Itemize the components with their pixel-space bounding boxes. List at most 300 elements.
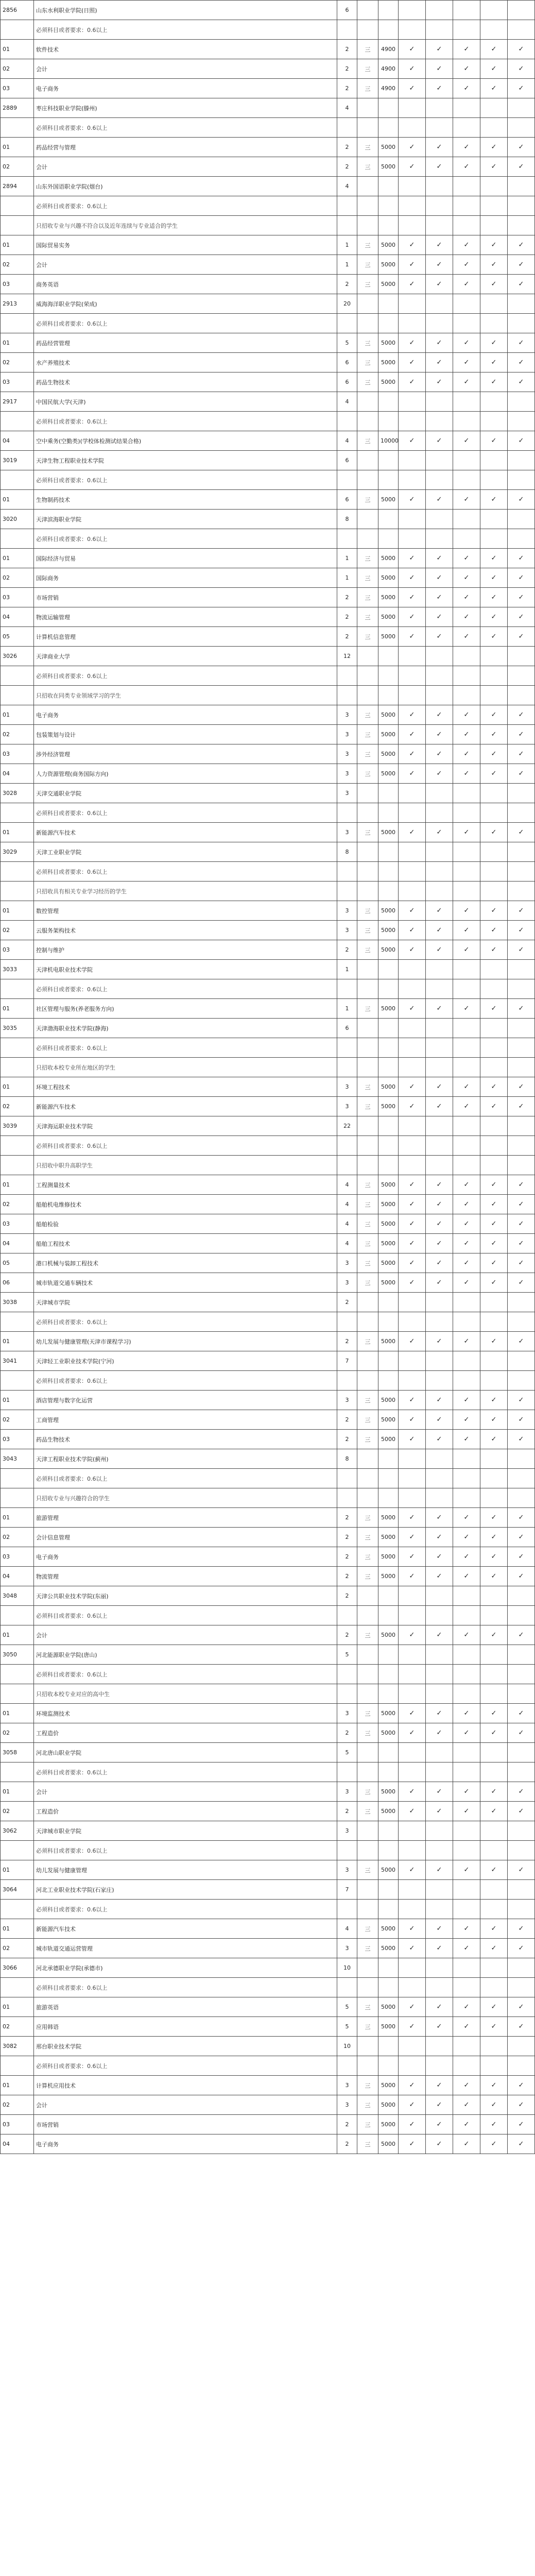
subject-check-cell: ✓ xyxy=(508,333,535,353)
tuition-cell: 5000 xyxy=(378,1430,399,1449)
plan-count-cell xyxy=(337,529,357,549)
subject-check-cell xyxy=(453,1136,480,1156)
tuition-cell: 5000 xyxy=(378,1782,399,1802)
subject-check-cell: ✓ xyxy=(508,1077,535,1097)
subject-check-cell: ✓ xyxy=(453,2134,480,2154)
tuition-cell: 4900 xyxy=(378,59,399,79)
subject-check-cell: ✓ xyxy=(453,1410,480,1430)
duration-cell xyxy=(357,803,378,823)
subject-check-cell xyxy=(508,1371,535,1391)
subject-check-cell xyxy=(453,862,480,882)
subject-check-cell: ✓ xyxy=(399,157,426,177)
requirement-cell: 必须科目或者要求：0.6以上 xyxy=(34,1665,337,1684)
duration-cell xyxy=(357,20,378,40)
subject-check-cell: ✓ xyxy=(453,1567,480,1586)
tuition-cell xyxy=(378,1019,399,1038)
subject-check-cell: ✓ xyxy=(399,353,426,372)
code-cell: 3043 xyxy=(1,1449,34,1469)
major-row xyxy=(1,1175,535,1195)
code-cell: 01 xyxy=(1,40,34,59)
code-cell xyxy=(1,979,34,999)
tuition-cell: 5000 xyxy=(378,764,399,784)
major-name-cell: 药品经营管理 xyxy=(34,333,337,353)
duration-cell: 三 xyxy=(357,1939,378,1958)
tuition-cell xyxy=(378,862,399,882)
subject-check-cell: ✓ xyxy=(508,157,535,177)
subject-check-cell: ✓ xyxy=(426,2076,453,2095)
subject-check-cell xyxy=(426,98,453,118)
plan-count-cell: 3 xyxy=(337,1821,357,1841)
subject-check-cell xyxy=(453,1900,480,1919)
duration-cell: 三 xyxy=(357,275,378,294)
plan-count-cell: 1 xyxy=(337,999,357,1019)
subject-check-cell xyxy=(399,1900,426,1919)
subject-check-cell: ✓ xyxy=(426,1919,453,1939)
plan-count-cell: 4 xyxy=(337,392,357,412)
duration-cell xyxy=(357,1156,378,1175)
major-row xyxy=(1,1077,535,1097)
major-row xyxy=(1,725,535,744)
requirement-row xyxy=(1,118,535,138)
subject-check-cell: ✓ xyxy=(399,1234,426,1253)
subject-check-cell xyxy=(426,803,453,823)
plan-count-cell xyxy=(337,1762,357,1782)
plan-count-cell: 2 xyxy=(337,1547,357,1567)
subject-check-cell xyxy=(480,882,508,901)
subject-check-cell: ✓ xyxy=(480,40,508,59)
plan-count-cell: 6 xyxy=(337,1019,357,1038)
subject-check-cell: ✓ xyxy=(508,1253,535,1273)
major-row xyxy=(1,1253,535,1273)
subject-check-cell: ✓ xyxy=(508,999,535,1019)
duration-cell: 三 xyxy=(357,999,378,1019)
major-row xyxy=(1,2095,535,2115)
subject-check-cell xyxy=(480,1156,508,1175)
plan-count-cell: 2 xyxy=(337,1567,357,1586)
subject-check-cell xyxy=(480,314,508,333)
subject-check-cell: ✓ xyxy=(426,40,453,59)
duration-cell xyxy=(357,862,378,882)
subject-check-cell xyxy=(508,1136,535,1156)
subject-check-cell xyxy=(453,1821,480,1841)
plan-count-cell: 1 xyxy=(337,235,357,255)
subject-check-cell xyxy=(453,20,480,40)
tuition-cell: 5000 xyxy=(378,1508,399,1528)
code-cell: 04 xyxy=(1,1567,34,1586)
code-cell: 02 xyxy=(1,1528,34,1547)
subject-check-cell: ✓ xyxy=(426,1234,453,1253)
subject-check-cell: ✓ xyxy=(426,2134,453,2154)
tuition-cell xyxy=(378,510,399,529)
subject-check-cell xyxy=(426,1958,453,1978)
subject-check-cell xyxy=(453,1606,480,1625)
school-row xyxy=(1,1116,535,1136)
tuition-cell xyxy=(378,1586,399,1606)
subject-check-cell: ✓ xyxy=(453,1528,480,1547)
duration-cell xyxy=(357,98,378,118)
tuition-cell: 4900 xyxy=(378,40,399,59)
major-row xyxy=(1,921,535,940)
subject-check-cell xyxy=(426,294,453,314)
subject-check-cell: ✓ xyxy=(480,1528,508,1547)
subject-check-cell: ✓ xyxy=(480,1625,508,1645)
subject-check-cell xyxy=(480,510,508,529)
subject-check-cell: ✓ xyxy=(453,2095,480,2115)
subject-check-cell xyxy=(508,314,535,333)
subject-check-cell: ✓ xyxy=(426,1997,453,2017)
subject-check-cell: ✓ xyxy=(426,235,453,255)
subject-check-cell: ✓ xyxy=(399,1547,426,1567)
duration-cell: 三 xyxy=(357,1860,378,1880)
subject-check-cell: ✓ xyxy=(426,1391,453,1410)
major-name-cell: 计算机应用技术 xyxy=(34,2076,337,2095)
duration-cell: 三 xyxy=(357,1214,378,1234)
subject-check-cell xyxy=(480,1880,508,1900)
requirement-cell: 只招收专业与兴趣不符合以及近年连续与专业适合的学生 xyxy=(34,216,337,235)
subject-check-cell xyxy=(426,392,453,412)
code-cell: 3058 xyxy=(1,1743,34,1762)
requirement-cell: 必须科目或者要求：0.6以上 xyxy=(34,1312,337,1332)
subject-check-cell xyxy=(399,510,426,529)
duration-cell: 三 xyxy=(357,40,378,59)
subject-check-cell xyxy=(480,177,508,196)
major-name-cell: 药品生物技术 xyxy=(34,1430,337,1449)
subject-check-cell: ✓ xyxy=(480,1919,508,1939)
requirement-cell: 必须科目或者要求：0.6以上 xyxy=(34,666,337,686)
duration-cell xyxy=(357,647,378,666)
duration-cell xyxy=(357,1684,378,1704)
major-name-cell: 船舶机电维修技术 xyxy=(34,1195,337,1214)
duration-cell xyxy=(357,1116,378,1136)
subject-check-cell: ✓ xyxy=(453,1214,480,1234)
duration-cell: 三 xyxy=(357,372,378,392)
subject-check-cell xyxy=(399,2056,426,2076)
subject-check-cell: ✓ xyxy=(426,353,453,372)
plan-count-cell: 1 xyxy=(337,549,357,568)
plan-count-cell: 2 xyxy=(337,138,357,157)
plan-count-cell: 4 xyxy=(337,431,357,451)
subject-check-cell: ✓ xyxy=(399,1567,426,1586)
subject-check-cell xyxy=(399,1116,426,1136)
major-row xyxy=(1,1997,535,2017)
subject-check-cell xyxy=(453,803,480,823)
requirement-row xyxy=(1,1762,535,1782)
subject-check-cell xyxy=(508,177,535,196)
subject-check-cell xyxy=(480,979,508,999)
code-cell xyxy=(1,686,34,705)
subject-check-cell xyxy=(508,2037,535,2056)
subject-check-cell: ✓ xyxy=(426,1430,453,1449)
tuition-cell xyxy=(378,1606,399,1625)
requirement-row xyxy=(1,1978,535,1997)
plan-count-cell: 3 xyxy=(337,921,357,940)
duration-cell xyxy=(357,177,378,196)
tuition-cell xyxy=(378,1116,399,1136)
code-cell: 3050 xyxy=(1,1645,34,1665)
requirement-cell: 必须科目或者要求：0.6以上 xyxy=(34,1371,337,1391)
subject-check-cell: ✓ xyxy=(480,1332,508,1351)
plan-count-cell: 2 xyxy=(337,607,357,627)
plan-count-cell: 6 xyxy=(337,372,357,392)
subject-check-cell xyxy=(508,1900,535,1919)
subject-check-cell: ✓ xyxy=(426,138,453,157)
code-cell: 01 xyxy=(1,1508,34,1528)
subject-check-cell xyxy=(453,1038,480,1058)
major-row xyxy=(1,1508,535,1528)
subject-check-cell: ✓ xyxy=(453,1802,480,1821)
school-name-cell: 天津生物工程职业技术学院 xyxy=(34,451,337,470)
subject-check-cell: ✓ xyxy=(453,1077,480,1097)
tuition-cell xyxy=(378,177,399,196)
subject-check-cell: ✓ xyxy=(426,568,453,588)
major-name-cell: 物流管理 xyxy=(34,1567,337,1586)
plan-count-cell: 10 xyxy=(337,2037,357,2056)
duration-cell: 三 xyxy=(357,235,378,255)
subject-check-cell: ✓ xyxy=(426,549,453,568)
code-cell: 02 xyxy=(1,2017,34,2037)
subject-check-cell: ✓ xyxy=(508,1939,535,1958)
subject-check-cell: ✓ xyxy=(508,2134,535,2154)
subject-check-cell: ✓ xyxy=(399,627,426,647)
subject-check-cell: ✓ xyxy=(480,490,508,510)
subject-check-cell: ✓ xyxy=(480,705,508,725)
code-cell: 01 xyxy=(1,333,34,353)
code-cell: 3026 xyxy=(1,647,34,666)
subject-check-cell xyxy=(508,1058,535,1077)
code-cell: 02 xyxy=(1,1802,34,1821)
subject-check-cell xyxy=(399,412,426,431)
subject-check-cell: ✓ xyxy=(426,1802,453,1821)
plan-count-cell: 2 xyxy=(337,1625,357,1645)
major-row xyxy=(1,1939,535,1958)
plan-count-cell: 6 xyxy=(337,451,357,470)
tuition-cell xyxy=(378,2056,399,2076)
plan-count-cell: 5 xyxy=(337,333,357,353)
plan-count-cell: 2 xyxy=(337,2115,357,2134)
subject-check-cell: ✓ xyxy=(480,59,508,79)
tuition-cell xyxy=(378,1293,399,1312)
duration-cell: 三 xyxy=(357,333,378,353)
code-cell xyxy=(1,1038,34,1058)
major-row xyxy=(1,138,535,157)
subject-check-cell: ✓ xyxy=(508,1782,535,1802)
duration-cell xyxy=(357,1586,378,1606)
code-cell: 01 xyxy=(1,2076,34,2095)
duration-cell xyxy=(357,784,378,803)
major-row xyxy=(1,588,535,607)
duration-cell: 三 xyxy=(357,431,378,451)
subject-check-cell: ✓ xyxy=(399,59,426,79)
subject-check-cell: ✓ xyxy=(508,725,535,744)
subject-check-cell xyxy=(453,216,480,235)
subject-check-cell xyxy=(480,98,508,118)
subject-check-cell: ✓ xyxy=(480,431,508,451)
plan-count-cell: 1 xyxy=(337,568,357,588)
tuition-cell: 5000 xyxy=(378,1097,399,1116)
code-cell: 01 xyxy=(1,1919,34,1939)
code-cell xyxy=(1,1684,34,1704)
subject-check-cell: ✓ xyxy=(508,1508,535,1528)
subject-check-cell: ✓ xyxy=(453,705,480,725)
subject-check-cell xyxy=(453,666,480,686)
subject-check-cell: ✓ xyxy=(399,725,426,744)
school-name-cell: 天津机电职业技术学院 xyxy=(34,960,337,979)
subject-check-cell: ✓ xyxy=(426,2115,453,2134)
subject-check-cell: ✓ xyxy=(480,353,508,372)
subject-check-cell: ✓ xyxy=(453,1273,480,1293)
subject-check-cell xyxy=(426,1449,453,1469)
tuition-cell: 5000 xyxy=(378,1332,399,1351)
subject-check-cell xyxy=(480,196,508,216)
subject-check-cell xyxy=(508,862,535,882)
major-row xyxy=(1,940,535,960)
subject-check-cell: ✓ xyxy=(508,744,535,764)
subject-check-cell xyxy=(453,1743,480,1762)
major-name-cell: 电子商务 xyxy=(34,2134,337,2154)
requirement-cell: 只招收在同类专业领域学习的学生 xyxy=(34,686,337,705)
major-name-cell: 工商管理 xyxy=(34,1410,337,1430)
code-cell: 3029 xyxy=(1,842,34,862)
tuition-cell: 5000 xyxy=(378,1391,399,1410)
subject-check-cell: ✓ xyxy=(453,2076,480,2095)
subject-check-cell xyxy=(399,1880,426,1900)
tuition-cell xyxy=(378,1156,399,1175)
school-name-cell: 河北能源职业学院(唐山) xyxy=(34,1645,337,1665)
plan-count-cell: 4 xyxy=(337,177,357,196)
school-row xyxy=(1,392,535,412)
plan-count-cell: 6 xyxy=(337,353,357,372)
subject-check-cell: ✓ xyxy=(508,2115,535,2134)
tuition-cell: 5000 xyxy=(378,2076,399,2095)
tuition-cell xyxy=(378,314,399,333)
subject-check-cell xyxy=(480,1116,508,1136)
subject-check-cell xyxy=(453,1449,480,1469)
major-row xyxy=(1,333,535,353)
subject-check-cell: ✓ xyxy=(453,744,480,764)
duration-cell: 三 xyxy=(357,1410,378,1430)
subject-check-cell xyxy=(399,666,426,686)
subject-check-cell: ✓ xyxy=(453,2115,480,2134)
subject-check-cell xyxy=(453,177,480,196)
subject-check-cell xyxy=(508,1665,535,1684)
plan-count-cell: 2 xyxy=(337,1410,357,1430)
plan-count-cell: 3 xyxy=(337,2095,357,2115)
plan-count-cell xyxy=(337,803,357,823)
plan-count-cell xyxy=(337,1058,357,1077)
subject-check-cell: ✓ xyxy=(480,1508,508,1528)
subject-check-cell: ✓ xyxy=(480,1175,508,1195)
subject-check-cell xyxy=(399,784,426,803)
subject-check-cell xyxy=(508,960,535,979)
duration-cell: 三 xyxy=(357,1195,378,1214)
subject-check-cell xyxy=(399,1469,426,1488)
subject-check-cell: ✓ xyxy=(426,333,453,353)
major-name-cell: 控制与维护 xyxy=(34,940,337,960)
subject-check-cell: ✓ xyxy=(480,1939,508,1958)
plan-count-cell xyxy=(337,196,357,216)
requirement-row xyxy=(1,1371,535,1391)
requirement-row xyxy=(1,803,535,823)
subject-check-cell: ✓ xyxy=(426,59,453,79)
duration-cell: 三 xyxy=(357,1175,378,1195)
subject-check-cell: ✓ xyxy=(480,607,508,627)
major-row xyxy=(1,1704,535,1723)
subject-check-cell: ✓ xyxy=(426,1860,453,1880)
subject-check-cell: ✓ xyxy=(480,79,508,98)
subject-check-cell xyxy=(480,1762,508,1782)
plan-count-cell xyxy=(337,1038,357,1058)
subject-check-cell: ✓ xyxy=(399,588,426,607)
plan-count-cell: 1 xyxy=(337,960,357,979)
duration-cell xyxy=(357,1762,378,1782)
subject-check-cell xyxy=(508,1645,535,1665)
plan-count-cell: 2 xyxy=(337,627,357,647)
subject-check-cell xyxy=(453,1156,480,1175)
tuition-cell: 5000 xyxy=(378,353,399,372)
tuition-cell xyxy=(378,1762,399,1782)
school-row xyxy=(1,647,535,666)
code-cell xyxy=(1,314,34,333)
school-row xyxy=(1,1293,535,1312)
code-cell xyxy=(1,529,34,549)
subject-check-cell xyxy=(426,882,453,901)
subject-check-cell xyxy=(508,979,535,999)
major-row xyxy=(1,255,535,275)
major-row xyxy=(1,372,535,392)
major-name-cell: 电子商务 xyxy=(34,705,337,725)
major-row xyxy=(1,1567,535,1586)
subject-check-cell xyxy=(453,1312,480,1332)
duration-cell: 三 xyxy=(357,79,378,98)
subject-check-cell: ✓ xyxy=(508,1410,535,1430)
tuition-cell: 5000 xyxy=(378,627,399,647)
code-cell: 3039 xyxy=(1,1116,34,1136)
subject-check-cell xyxy=(426,1136,453,1156)
tuition-cell: 5000 xyxy=(378,1547,399,1567)
subject-check-cell xyxy=(508,470,535,490)
plan-count-cell xyxy=(337,882,357,901)
subject-check-cell: ✓ xyxy=(399,1195,426,1214)
duration-cell: 三 xyxy=(357,138,378,157)
subject-check-cell xyxy=(426,1880,453,1900)
duration-cell: 三 xyxy=(357,1077,378,1097)
subject-check-cell xyxy=(480,1488,508,1508)
code-cell: 04 xyxy=(1,2134,34,2154)
major-name-cell: 城市轨道交通运营管理 xyxy=(34,1939,337,1958)
code-cell: 3020 xyxy=(1,510,34,529)
plan-count-cell: 7 xyxy=(337,1880,357,1900)
subject-check-cell xyxy=(480,1665,508,1684)
plan-count-cell: 2 xyxy=(337,275,357,294)
requirement-row xyxy=(1,314,535,333)
plan-count-cell: 2 xyxy=(337,588,357,607)
major-name-cell: 电子商务 xyxy=(34,1547,337,1567)
requirement-cell: 必须科目或者要求：0.6以上 xyxy=(34,412,337,431)
subject-check-cell: ✓ xyxy=(453,1939,480,1958)
tuition-cell: 4900 xyxy=(378,79,399,98)
code-cell: 02 xyxy=(1,1410,34,1430)
plan-count-cell xyxy=(337,1469,357,1488)
tuition-cell: 5000 xyxy=(378,1175,399,1195)
major-row xyxy=(1,2017,535,2037)
subject-check-cell xyxy=(426,1900,453,1919)
subject-check-cell xyxy=(453,2056,480,2076)
subject-check-cell: ✓ xyxy=(480,1704,508,1723)
subject-check-cell xyxy=(508,803,535,823)
tuition-cell: 5000 xyxy=(378,2017,399,2037)
subject-check-cell xyxy=(426,470,453,490)
subject-check-cell: ✓ xyxy=(399,999,426,1019)
